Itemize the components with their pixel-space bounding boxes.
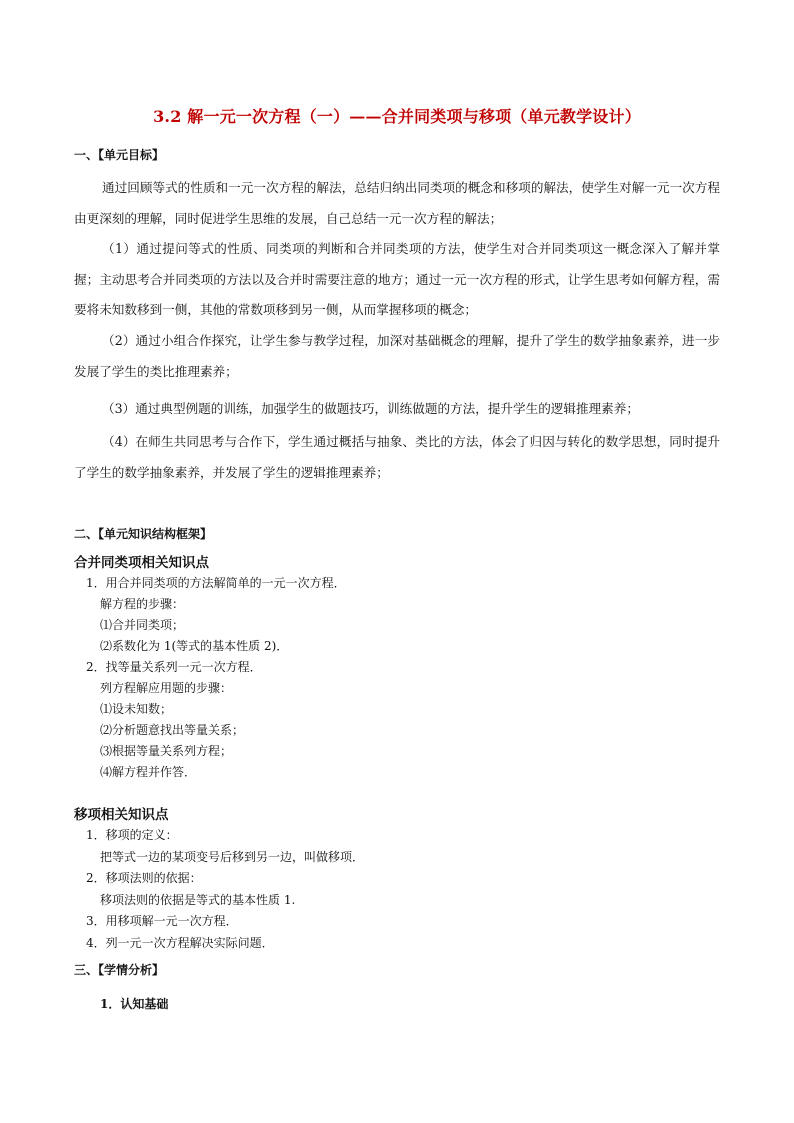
block-title-combining: 合并同类项相关知识点 <box>74 555 209 571</box>
knowledge-line: ⑵分析题意找出等量关系； <box>100 723 245 737</box>
knowledge-line: 2．移项法则的依据： <box>86 871 202 885</box>
knowledge-line: 4．列一元一次方程解决实际问题． <box>86 936 274 950</box>
section-heading-analysis: 三、【学情分析】 <box>74 963 165 977</box>
knowledge-line: 列方程解应用题的步骤： <box>100 681 233 695</box>
knowledge-line: 1．用合并同类项的方法解简单的一元一次方程． <box>86 576 346 590</box>
knowledge-line: 1．移项的定义： <box>86 828 178 842</box>
knowledge-line: ⑶根据等量关系列方程； <box>100 744 233 758</box>
knowledge-line: ⑵系数化为 1(等式的基本性质 2)． <box>100 639 289 653</box>
knowledge-line: 2．找等量关系列一元一次方程． <box>86 660 262 674</box>
knowledge-line: ⑷解方程并作答． <box>100 765 197 779</box>
section-heading-goals: 一、【单元目标】 <box>74 148 165 162</box>
goals-paragraph: （3）通过典型例题的训练，加强学生的做题技巧，训练做题的方法，提升学生的逻辑推理素养； <box>102 401 639 416</box>
goals-paragraph: （1）通过提问等式的性质、同类项的判断和合并同类项的方法，使学生对合并同类项这一概念深入了解并掌握；主动思考合并同类项的方法以及合并时需要注意的地方；通过一元一次方程的形式，让学生思考如何解方程，需要将未知数移到一侧，其他的常数项移到另一侧，从而掌握移项的概念； <box>74 241 720 317</box>
knowledge-line: 解方程的步骤： <box>100 597 185 611</box>
subheading-cognitive-basis: 1．认知基础 <box>100 997 169 1011</box>
section-heading-framework: 二、【单元知识结构框架】 <box>74 527 213 541</box>
goals-paragraph: （2）通过小组合作探究，让学生参与教学过程，加深对基础概念的理解，提升了学生的数学抽象素养，进一步发展了学生的类比推理素养； <box>74 333 720 379</box>
knowledge-line: ⑴设未知数； <box>100 702 173 716</box>
document-title: 3.2 解一元一次方程（一）——合并同类项与移项（单元教学设计） <box>153 107 641 126</box>
block-title-transposition: 移项相关知识点 <box>74 807 169 823</box>
knowledge-line: 把等式一边的某项变号后移到另一边，叫做移项． <box>100 850 365 864</box>
goals-paragraph: 通过回顾等式的性质和一元一次方程的解法，总结归纳出同类项的概念和移项的解法，使学生对解一元一次方程由更深刻的理解，同时促进学生思维的发展，自己总结一元一次方程的解法； <box>74 180 720 226</box>
knowledge-line: 3．用移项解一元一次方程． <box>86 914 238 928</box>
knowledge-line: ⑴合并同类项； <box>100 618 185 632</box>
knowledge-line: 移项法则的依据是等式的基本性质 1. <box>100 893 296 907</box>
goals-paragraph: （4）在师生共同思考与合作下，学生通过概括与抽象、类比的方法，体会了归因与转化的数学思想，同时提升了学生的数学抽象素养，并发展了学生的逻辑推理素养； <box>74 434 720 480</box>
